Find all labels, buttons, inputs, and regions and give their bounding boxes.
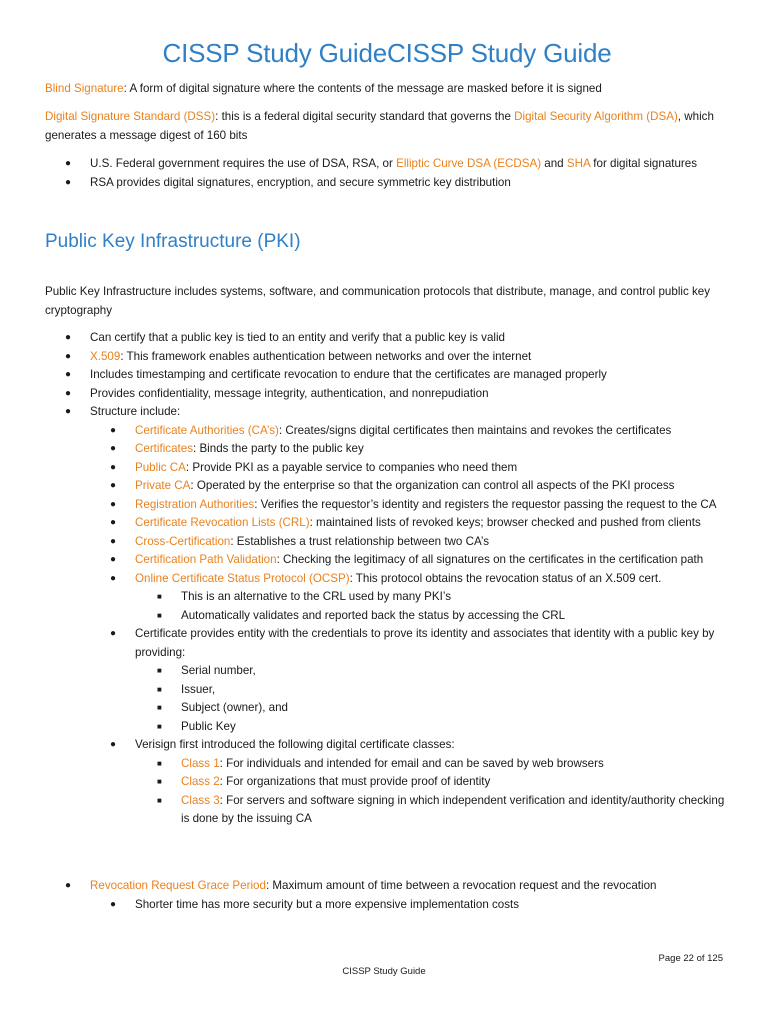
list-item: ● Verisign first introduced the following digital certificate classes: [45, 736, 729, 755]
grace-period-list [45, 877, 729, 914]
section-heading: Public Key Infrastructure (PKI) [45, 231, 301, 252]
square-bullet-icon: ■ [157, 666, 162, 675]
list-item: ● Structure include: [45, 403, 729, 422]
list-item: ■ Class 1: For individuals and intended for email and can be saved by web browsers [45, 755, 729, 774]
bullet-icon: ● [65, 350, 72, 362]
pki-intro: Public Key Infrastructure includes systems, software, and communication protocols that distribute, manage, and control public key cryptography [45, 285, 711, 317]
bullet-icon: ● [110, 739, 117, 750]
list-item: ● Registration Authorities: Verifies the requestor’s identity and registers the requestor passing the request to the CA [45, 496, 729, 515]
square-bullet-icon: ■ [157, 684, 162, 694]
term: Digital Security Algorithm (DSA) [514, 110, 678, 123]
list-item: ● Includes timestamping and certificate revocation to endure that the certificates are managed properly [45, 366, 729, 385]
bullet-icon: ● [65, 332, 72, 343]
list-item: ■ Subject (owner), and [45, 699, 729, 718]
square-bullet-icon: ■ [157, 721, 162, 731]
list-item: ■ This is an alternative to the CRL used by many PKI’s [45, 588, 729, 607]
dss-paragraph: Digital Signature Standard (DSS): this is a federal digital security standard that governs the Digital Security Algorithm (DSA), which generates a message digest of 160 bits [45, 110, 714, 142]
list-item: ● Cross-Certification: Establishes a trust relationship between two CA’s [45, 533, 729, 552]
square-bullet-icon: ■ [157, 795, 162, 805]
signature-bullet-list [45, 155, 729, 192]
blind-signature-paragraph: Blind Signature: A form of digital signature where the contents of the message are masked before it is signed [45, 82, 602, 95]
bullet-icon: ● [110, 554, 117, 565]
list-item: ● RSA provides digital signatures, encryption, and secure symmetric key distribution [45, 174, 729, 193]
bullet-icon: ● [65, 387, 72, 399]
bullet-icon: ● [110, 535, 117, 547]
bullet-icon: ● [110, 628, 117, 639]
bullet-icon: ● [65, 176, 72, 188]
list-item: ● X.509: This framework enables authentication between networks and over the internet [45, 348, 729, 367]
bullet-icon: ● [110, 572, 117, 584]
pki-bullet-list [45, 329, 729, 829]
bullet-icon: ● [110, 498, 117, 510]
bullet-icon: ● [65, 880, 72, 891]
list-item: ■ Issuer, [45, 681, 729, 700]
square-bullet-icon: ■ [157, 758, 162, 768]
bullet-icon: ● [110, 898, 117, 910]
bullet-icon: ● [110, 424, 117, 436]
square-bullet-icon: ■ [157, 777, 162, 786]
list-item: ■ Class 2: For organizations that must provide proof of identity [45, 773, 729, 792]
list-item: ● Certificate Revocation Lists (CRL): maintained lists of revoked keys; browser checked and pushed from clients [45, 514, 729, 533]
list-item: ■ Public Key [45, 718, 729, 737]
bullet-icon: ● [110, 480, 117, 491]
list-item: ■ Class 3: For servers and software signing in which independent verification and identity/authority checking is done by the issuing CA [157, 793, 725, 825]
list-item: ■ Serial number, [45, 662, 729, 681]
square-bullet-icon: ■ [157, 610, 162, 620]
footer-title: CISSP Study Guide [342, 966, 426, 977]
term: Blind Signature [45, 82, 124, 95]
list-item: ● Certificate Authorities (CA’s): Creates/signs digital certificates then maintains and revokes the certificates [45, 422, 729, 441]
list-item: ■ Automatically validates and reported back the status by accessing the CRL [45, 607, 729, 626]
list-item: ● Private CA: Operated by the enterprise so that the organization can control all aspects of the PKI process [45, 477, 729, 496]
page-number: Page 22 of 125 [658, 953, 723, 964]
list-item: ● U.S. Federal government requires the use of DSA, RSA, or Elliptic Curve DSA (ECDSA) and SHA for digital signatures [45, 155, 729, 174]
list-item: ● Certificates: Binds the party to the public key [45, 440, 729, 459]
bullet-icon: ● [110, 443, 117, 454]
bullet-icon: ● [65, 406, 72, 417]
list-item: ● Online Certificate Status Protocol (OCSP): This protocol obtains the revocation status of an X.509 cert. [45, 570, 729, 589]
square-bullet-icon: ■ [157, 703, 162, 712]
square-bullet-icon: ■ [157, 592, 162, 601]
list-item: ● Public CA: Provide PKI as a payable service to companies who need them [45, 459, 729, 478]
list-item: ● Revocation Request Grace Period: Maximum amount of time between a revocation request and the revocation [45, 877, 729, 896]
bullet-icon: ● [110, 461, 117, 473]
list-item: ● Provides confidentiality, message integrity, authentication, and nonrepudiation [45, 385, 729, 404]
bullet-icon: ● [65, 158, 72, 169]
term: Digital Signature Standard (DSS) [45, 110, 216, 123]
bullet-icon: ● [110, 517, 117, 528]
list-item: ● Shorter time has more security but a more expensive implementation costs [45, 896, 729, 915]
page-title: CISSP Study GuideCISSP Study Guide [162, 38, 612, 68]
list-item: ● Certificate provides entity with the credentials to prove its identity and associates that identity with a public key by providing: [110, 627, 715, 659]
bullet-icon: ● [65, 369, 72, 380]
list-item: ● Certification Path Validation: Checking the legitimacy of all signatures on the certificates in the certification path [45, 551, 729, 570]
list-item: ● Can certify that a public key is tied to an entity and verify that a public key is valid [45, 329, 729, 348]
